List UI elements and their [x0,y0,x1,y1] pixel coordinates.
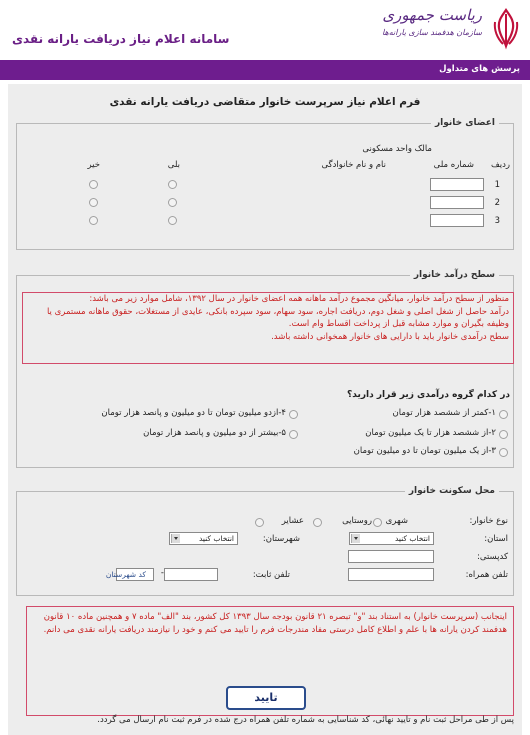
chevron-down-icon [171,534,180,543]
nomad-radio[interactable] [255,518,264,527]
income-notice-line: سطح درآمدی خانوار باید با دارایی های خانوار همخوانی داشته باشد. [271,331,509,342]
row-number: 2 [494,198,500,208]
owner-column-header: مالک واحد مسکونی [362,144,432,154]
members-legend: اعضای خانوار [434,118,495,128]
row-number: 1 [494,180,500,190]
national-id-input-2[interactable] [430,196,484,209]
owner-yes-radio-1[interactable] [168,180,177,189]
confirm-button[interactable]: تایید [226,686,306,710]
rural-label: روستایی [342,516,372,526]
mobile-input[interactable] [348,568,434,581]
income-legend: سطح درآمد خانوار [413,270,495,280]
income-option-label: ۳-از یک میلیون تومان تا دو میلیون تومان [353,446,496,456]
city-select[interactable] [169,532,238,545]
system-title: سامانه اعلام نیاز دریافت یارانه نقدی [12,32,230,46]
landline-input[interactable] [164,568,218,581]
income-notice [22,292,514,364]
owner-yes-radio-3[interactable] [168,216,177,225]
national-id-input-1[interactable] [430,178,484,191]
brand-subtitle: سازمان هدفمند سازی یارانه‌ها [382,28,482,37]
rural-radio[interactable] [313,518,322,527]
owner-no-radio-2[interactable] [89,198,98,207]
area-code-hint: کد شهرستان [105,570,146,579]
province-select-value: انتخاب کنید [394,534,430,543]
income-option-label: ۲-از ششصد هزار تا یک میلیون تومان [365,428,496,438]
income-question: در کدام گروه درآمدی زیر قرار دارید؟ [347,390,510,400]
national-id-column-header: شماره ملی [433,160,474,170]
row-column-header: ردیف [490,160,510,170]
income-option-radio-1[interactable] [499,410,508,419]
household-type-label: نوع خانوار: [469,516,508,526]
mobile-label: تلفن همراه: [465,570,508,580]
urban-radio[interactable] [373,518,382,527]
postal-code-input[interactable] [348,550,434,563]
city-label: شهرستان: [262,534,300,544]
name-column-header: نام و نام خانوادگی [321,160,386,170]
footer-note: پس از طی مراحل ثبت نام و تایید نهائی، کد شناسایی به شماره تلفن همراه درج شده در فرم ثبت نام ارسال می گردد. [97,715,514,725]
brand-title: ریاست جمهوری [382,6,482,24]
income-notice-line: درآمد حاصل از شغل اصلی و شغل دوم، دریافت اجاره، سود سهام، سود سپرده بانکی، عایدی از مستغلات، حقوق ماهانه مستمری یا وظیفه بگیران و موارد مشابه قبل از پرداخت اقساط وام است. [46,306,509,329]
income-option-label: ۴-ازدو میلیون تومان تا دو میلیون و پانصد هزار تومان [101,408,286,418]
income-option-label: ۱-کمتر از ششصد هزار تومان [392,408,496,418]
city-select-value: انتخاب کنید [198,534,234,543]
province-select[interactable] [349,532,434,545]
income-option-radio-2[interactable] [499,430,508,439]
income-option-radio-3[interactable] [499,448,508,457]
residence-legend: محل سکونت خانوار [408,486,495,496]
owner-no-radio-1[interactable] [89,180,98,189]
no-column-header: خیر [87,160,100,170]
form-title: فرم اعلام نیاز سرپرست خانوار متقاضی دریافت یارانه نقدی [109,96,421,108]
nomad-label: عشایر [281,516,304,526]
national-id-input-3[interactable] [430,214,484,227]
owner-yes-radio-2[interactable] [168,198,177,207]
iran-emblem-icon [488,6,524,50]
income-option-radio-4[interactable] [289,410,298,419]
faq-link[interactable]: پرسش های متداول [439,64,520,74]
page-header [0,0,530,60]
landline-label: تلفن ثابت: [252,570,290,580]
chevron-down-icon [351,534,360,543]
postal-code-label: کدپستی: [477,552,508,562]
province-label: استان: [484,534,508,544]
form-panel [8,84,522,735]
declaration-text: اینجانب (سرپرست خانوار) به استناد بند "و" تبصره ۲۱ قانون بودجه سال ۱۳۹۳ کل کشور، بند "الف" ماده ۷ و همچنین ماده ۱۰ قانون هدفمند کردن یارانه ها با علم و اطلاع کامل درستی مفاد مندرجات فرم را تایید می کنم و خود را نیازمند دریافت یارانه نقدی می دانم. [43,612,507,635]
row-number: 3 [494,216,500,226]
yes-column-header: بلی [167,160,180,170]
owner-no-radio-3[interactable] [89,216,98,225]
income-notice-line: منظور از سطح درآمد خانوار، میانگین مجموع درآمد ماهانه همه اعضای خانوار در سال ۱۳۹۲، شامل موارد زیر می باشد: [89,294,509,304]
dash-separator: - [160,568,164,578]
income-option-radio-5[interactable] [289,430,298,439]
income-option-label: ۵-بیشتر از دو میلیون و پانصد هزار تومان [143,428,286,438]
urban-label: شهری [385,516,408,526]
nav-bar [0,60,530,80]
